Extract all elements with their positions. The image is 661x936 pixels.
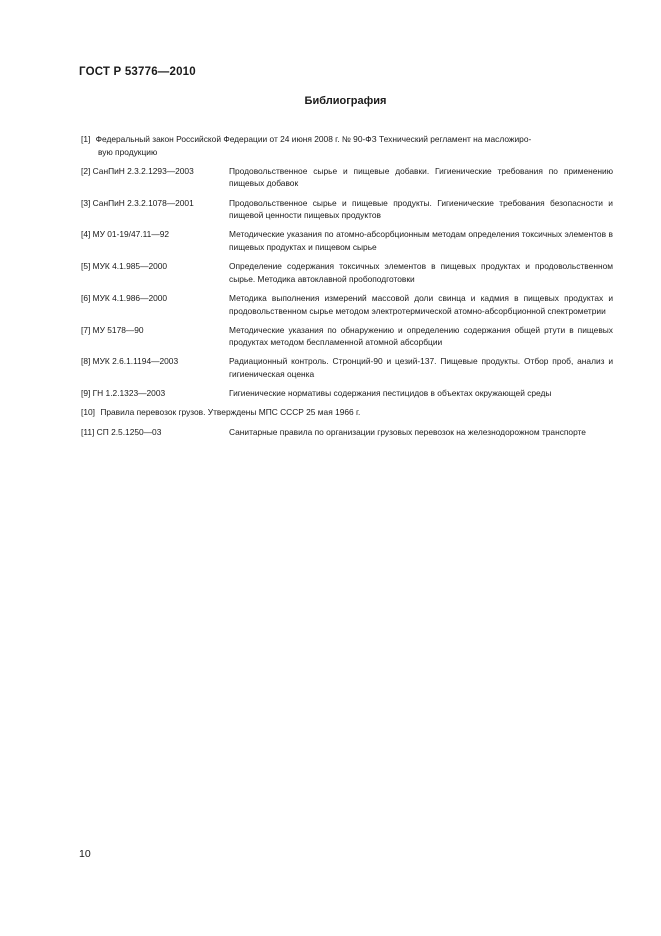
entry-code: [8] МУК 2.6.1.1194—2003	[81, 356, 179, 367]
bibliography-entry	[81, 260, 613, 285]
bibliography-entry	[81, 355, 613, 380]
entry-description: Продовольственное сырье и пищевые добавки. Гигиенические требования по применению пищевых добавок	[229, 165, 613, 189]
entry-code: [11] СП 2.5.1250—03	[81, 426, 162, 437]
entry-code: [5] МУК 4.1.985—2000	[81, 261, 168, 272]
entry-description: Методические указания по обнаружению и определению содержания общей ртути в пищевых продуктах методом беспламенной атомной абсорбции	[229, 324, 613, 348]
entry-description: Гигиенические нормативы содержания пестицидов в объектах окружающей среды	[229, 388, 552, 399]
entry-code: [1]	[81, 134, 91, 144]
bibliography-entry	[81, 133, 613, 158]
entry-code: [7] МУ 5178—90	[81, 324, 144, 335]
entry-code: [4] МУ 01-19/47.11—92	[81, 229, 170, 240]
bibliography-list	[81, 133, 613, 445]
page-number: 10	[79, 848, 91, 860]
entry-code: [2] СанПиН 2.3.2.1293—2003	[81, 165, 194, 176]
entry-description: Радиационный контроль. Стронций-90 и цезий-137. Пищевые продукты. Отбор проб, анализ и гигиеническая оценка	[229, 356, 613, 380]
entry-code: [9] ГН 1.2.1323—2003	[81, 388, 166, 399]
entry-description: Правила перевозок грузов. Утверждены МПС СССР 25 мая 1966 г.	[100, 407, 361, 418]
entry-description: Федеральный закон Российской Федерации от 24 июня 2008 г. № 90-ФЗ Технический регламент на масложиро-	[95, 134, 532, 144]
entry-description: Определение содержания токсичных элементов в пищевых продуктах и продовольственном сырье. Методика автоклавной пробоподготовки	[229, 261, 613, 284]
bibliography-entry	[81, 406, 613, 419]
bibliography-entry	[81, 324, 613, 349]
bibliography-entry	[81, 197, 613, 222]
entry-description: Санитарные правила по организации грузовых перевозок на железнодорожном транспорте	[229, 426, 586, 437]
entry-code: [10]	[81, 407, 95, 418]
entry-code: [3] СанПиН 2.3.2.1078—2001	[81, 197, 194, 208]
document-id: ГОСТ Р 53776—2010	[79, 66, 196, 78]
bibliography-entry	[81, 165, 613, 190]
bibliography-entry	[81, 292, 613, 317]
section-title: Библиография	[304, 95, 387, 107]
entry-description: Продовольственное сырье и пищевые продукты. Гигиенические требования безопасности и пищевой ценности пищевых продуктов	[229, 197, 613, 221]
bibliography-entry	[81, 387, 613, 400]
entry-description: Методические указания по атомно-абсорбционным методам определения токсичных элементов в пищевых продуктах и пищевом сырье	[229, 229, 613, 252]
entry-description: Методика выполнения измерений массовой доли свинца и кадмия в пищевых продуктах и продовольственном сырье методом электротермической атомно-абсорбционной спектрометрии	[229, 292, 613, 316]
entry-description-continued: вую продукцию	[98, 146, 158, 157]
entry-code: [6] МУК 4.1.986—2000	[81, 292, 168, 303]
bibliography-entry	[81, 426, 613, 439]
bibliography-entry	[81, 228, 613, 253]
